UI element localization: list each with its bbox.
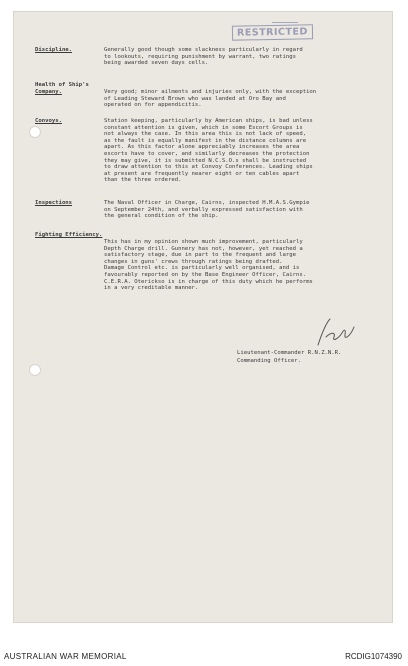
signatory-role: Commanding Officer. [237,358,301,364]
section-text: Station keeping, particularly by American ships, is bad unless constant attention is given, which in some Escort Groups is not always the case. In this area this is not lack of speed, as the fault is equally manifest in the distance columns are apart. As this factor alone appreciably increases the area escorts have to cover, and similarly decreases the protection they may give, it is submitted N.C.S.O.s shall be instructed to draw attention to this at Convoy Conferences. Leading ships at present are frequently nearer eight or ten cables apart than the three ordered. [104,118,313,184]
signatory-rank: Lieutenant-Commander R.N.Z.N.R. [237,350,342,356]
section-heading-line1: Health of Ship's [35,82,89,88]
restricted-stamp: RESTRICTED [232,24,313,40]
section-heading: Convoys. [35,118,62,124]
section-text: Very good; minor ailments and injuries only, with the exception of Leading Steward Brown who was landed at Oro Bay and operated on for appendicitis. [104,89,317,109]
stamp-pencil-mark [272,22,298,23]
section-heading: Discipline. [35,47,73,53]
archive-footer [0,640,408,666]
section-text: This has in my opinion shown much improvement, particularly Depth Charge drill. Gunnery has not, however, yet reached a satisfactory stage, due in part to the frequent and large changes in guns' crews through ratings being drafted. Damage Control etc. is particularly well organised, and is favourably reported on by the Base Engineer Officer, Cairns. C.E.R.A. Oterickso is in charge of this duty which he performs in a very creditable manner. [104,239,313,292]
signature-block [237,349,341,365]
document-page [14,12,392,622]
handwritten-signature [312,315,362,349]
section-text: Generally good though some slackness particularly in regard to lookouts, requiring punishment by warrant, two ratings being awarded seven days cells. [104,47,303,67]
section-heading: Inspections [35,200,73,206]
section-heading: Fighting Efficiency. [35,232,103,238]
punch-hole-bottom [29,364,41,376]
archive-name: AUSTRALIAN WAR MEMORIAL [4,652,127,661]
section-text: The Naval Officer in Charge, Cairns, inspected H.M.A.S.Gympie on September 24th, and verbally expressed satisfaction with the general condition of the ship. [104,200,310,220]
punch-hole-top [29,126,41,138]
section-heading: Company. [35,89,62,95]
document-id: RCDIG1074390 [345,652,402,661]
